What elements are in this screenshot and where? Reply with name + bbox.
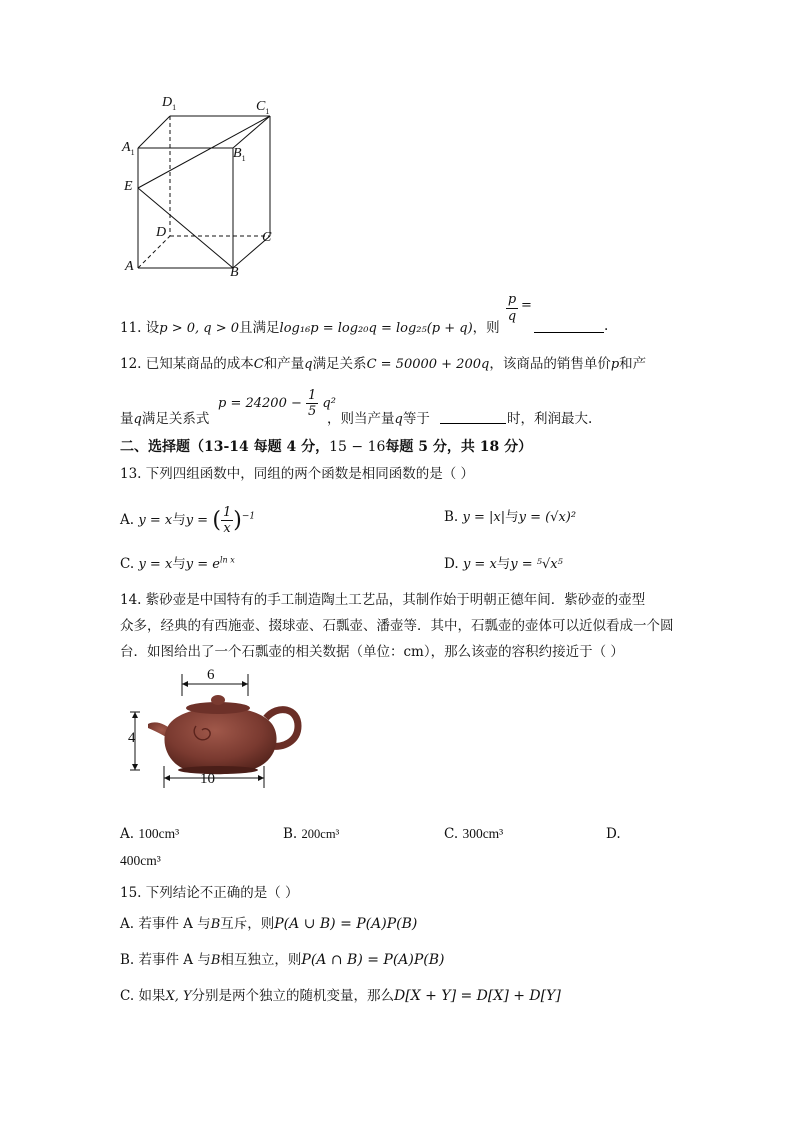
q13-option-c[interactable]: C. y = x与$y = e^{ln x}$ bbox=[120, 555, 235, 572]
q15-option-c[interactable]: C. 如果X, Y分别是两个独立的随机变量，那么D[X + Y] = D[X] + D[Y] bbox=[120, 988, 561, 1004]
label-b: B bbox=[230, 265, 239, 280]
q14-line2: 众多，经典的有西施壶、掇球壶、石瓢壶、潘壶等．其中，石瓢壶的壶体可以近似看成一个圆 bbox=[120, 618, 674, 634]
q13-stem: 13. 下列四组函数中，同组的两个函数是相同函数的是（ ） bbox=[120, 466, 475, 482]
q15-stem: 15. 下列结论不正确的是（ ） bbox=[120, 885, 299, 901]
q14-line3: 台．如图给出了一个石瓢壶的相关数据（单位：cm），那么该壶的容积约接近于（ ） bbox=[120, 644, 624, 660]
teapot-figure bbox=[126, 666, 306, 796]
q11-line: 11. 设p > 0, q > 0且满足log₁₆p = log₂₀q = log₂₅(p + q)，则 bbox=[120, 320, 500, 336]
q14-option-a[interactable]: A. 100cm³ bbox=[120, 826, 180, 842]
section-heading: 二、选择题（13-14 每题 4 分，15 − 16每题 5 分，共 18 分） bbox=[120, 439, 533, 455]
q12-price-formula: p = 24200 − $\frac{1}{5}$ q² bbox=[218, 388, 336, 419]
label-a: A bbox=[125, 259, 134, 274]
label-c1: $C_1$ bbox=[256, 99, 270, 116]
q11-answer-blank[interactable] bbox=[534, 332, 604, 333]
q14-option-d[interactable]: D. bbox=[606, 826, 621, 842]
q15-option-a[interactable]: A. 若事件 A 与B互斥，则P(A ∪ B) = P(A)P(B) bbox=[120, 916, 418, 932]
label-c: C bbox=[262, 230, 272, 245]
label-d: D bbox=[156, 225, 167, 240]
q12-line1: 12. 已知某商品的成本C和产量q满足关系C = 50000 + 200q，该商品的销售单价p和产 bbox=[120, 356, 647, 372]
q11-eqsign: = bbox=[521, 298, 532, 313]
q13-option-d[interactable]: D. y = x与y = ⁵√x⁵ bbox=[444, 556, 563, 572]
teapot-dim-top: 6 bbox=[207, 667, 215, 683]
label-b1: $B_1$ bbox=[233, 146, 246, 163]
q11-tail: . bbox=[604, 318, 609, 334]
teapot-dim-left: 4 bbox=[128, 730, 136, 746]
q14-option-d-value: 400cm³ bbox=[120, 853, 161, 868]
q14-option-b[interactable]: B. 200cm³ bbox=[283, 826, 340, 842]
q12-line2a: 量q满足关系式 bbox=[120, 411, 210, 427]
q12-answer-blank[interactable] bbox=[440, 423, 506, 424]
q12-tail: 时，利润最大. bbox=[507, 411, 593, 427]
q13-option-a[interactable]: A. y = x与y = ( $\frac{1}{x}$ )$^{-1}$ bbox=[120, 505, 256, 536]
q13-option-b[interactable]: B. y = |x|与y = (√x)² bbox=[444, 509, 577, 525]
teapot-dim-bottom: 10 bbox=[200, 771, 215, 787]
q11-fraction: p q bbox=[507, 292, 517, 324]
q12-line2b: ，则当产量q等于 bbox=[327, 411, 430, 427]
label-e: E bbox=[124, 179, 133, 194]
label-a1: $A_1$ bbox=[122, 140, 135, 157]
q15-option-b[interactable]: B. 若事件 A 与B相互独立，则P(A ∩ B) = P(A)P(B) bbox=[120, 952, 445, 968]
cuboid-figure bbox=[118, 92, 288, 282]
q14-line1: 14. 紫砂壶是中国特有的手工制造陶土工艺品，其制作始于明朝正德年间．紫砂壶的壶型 bbox=[120, 592, 646, 608]
q14-option-c[interactable]: C. 300cm³ bbox=[444, 826, 504, 842]
label-d1: $D_1$ bbox=[162, 95, 177, 112]
